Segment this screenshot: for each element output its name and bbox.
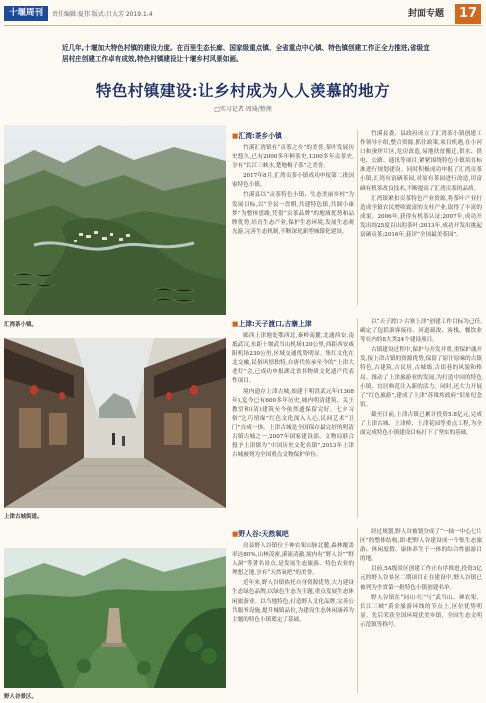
byline: □实习记者 周琦/整理 — [214, 106, 272, 113]
photo-caption: 野人谷景区。 — [4, 694, 38, 700]
article-paragraph: 经过规划,野人谷被划分成了“一轴一中心七片区”的整体结构,即:把野人谷建设成一个集生态旅游、休闲度假、康体养生于一体的综合性旅游目的地。 — [360, 529, 482, 563]
photo-caption: 汇湾茶小镇。 — [4, 322, 38, 328]
editor-line: 责任编辑:夏伟 版式:吕大芳 2019.1.4 — [52, 11, 153, 18]
page-number: 17 — [455, 4, 481, 24]
article-paragraph: 房县野人谷镇位于神农架山脉北麓,森林覆盖率达80%,山林茂密,溪流清澈,境内有“野人谷”“野人洞”等著名景点,是发展生态旅游、特色农业的理想之地,享有“天然氧吧”的美誉。 — [232, 543, 354, 577]
article-paragraph: 竹溪县委、县政府成立了汇湾茶小镇创建工作领导小组,整合资源,抓住政策,项目机遇,在小河口和蚕坪片区,危房改造,易地扶贫搬迁,供水、供电、公路、通讯等项目,紧紧围绕特色小镇培育标准进行规划建设。同时积极成功申报了汇湾贡茶小镇,汇湾有富硒茶园,对原有茶园进行改造,用富硒有机茶改良技术,不断提高了汇湾贡茶的品质。 — [360, 131, 482, 192]
photo-huiwan-tea-town — [4, 125, 226, 315]
article-paragraph: 野人谷镇在“同山·红”与“武当山、神农架、长江三峡”黄金旅游环线的节点上,区位优势明显。先后荣获全国环境优美乡镇、全国生态文明示范镇等称号。 — [360, 594, 482, 628]
section-title-huiwan: ■汇湾:茶乡小镇 — [232, 132, 282, 140]
masthead-logo: 十堰周刊 — [4, 6, 48, 21]
header-divider — [4, 25, 482, 26]
column-divider — [357, 318, 358, 518]
article-paragraph: 竹溪县以“贡茶特色小镇、生态美丽乡村”为发展目标,以“全县一盘棋,共建特色镇,共圆小康梦”为整体思路,凭借“贡茶品牌”的地域优势和品牌优势,培育生态产业,保护生态环境,发展生态观光游,完善生态机制,不断深化新型城镇化建设。 — [232, 192, 354, 235]
page-title: 特色村镇建设:让乡村成为人人羡慕的地方 — [95, 81, 391, 100]
article-paragraph: 郧西上津地处鄂西北,秦岭南麓,北通西安,南抵武汉,东距十堰武当山机场120公里,西距西安咸阳机场230公里,区域交通优势明显。集红文化在北交融,民俗风情独特,自唐代传承至今的“上津大老灯”会,已成功申报湖北省非物质文化遗产代表性项目。 — [232, 333, 354, 385]
column-divider — [357, 528, 358, 693]
section-title-shangjin: ■上津:天子渡口,古寨上津 — [232, 320, 312, 328]
article-paragraph: 境内遗存上津古城,始建于明洪武元年(1368年),迄今已有600多年历史,城内明清建筑、关王教堂和(清)建筑至今依然遗保留完好。七夕习俗“乞巧情缘”红色文化深入人心,民间艺术“卫门”自成一体。上津古城是全国保存最完好的明清古镇古城之一,2007年国家建设部、文物局联合授予上津镇为“中国历史文化名镇”,2013年上津古城被列为全国重点文物保护单位。 — [232, 388, 354, 459]
photo-caption: 上津古城街道。 — [4, 514, 43, 520]
article-paragraph: 汇湾镇紧扣贡茶特色产业资源,将茶叶产业打造成全镇农民增收致富的支柱产业,取得了丰富的成果。2006年,获得有机茶认证;2007年,成功开发出纯25度以出的茶叶;2013年,成功开发出挑起富硒贡茶;2016年,获评“全国最美茶园”。 — [360, 195, 482, 239]
section-title-yerengu: ■野人谷:天然氧吧 — [232, 530, 289, 538]
article-paragraph: 截至目前,上津古镇已累计投资5.8亿元,完成了上津古城、上津桥、上津花园等重点工程,为全面完成特色小镇建设目标打下了坚实的基础。 — [360, 411, 482, 437]
column-divider — [357, 130, 358, 305]
section-huiwan-cont — [360, 130, 482, 241]
article-paragraph: 近年来,野人谷镇依托自身资源优势,大力建设生态绿色品牌,以绿色生态为主题,重点发展生态休闲旅游业。以当地特色,打造野人文化品牌,完善公共服务设施,提升城镇品位,为建设生态休闲康养为主题的特色小镇奠定了基础。 — [232, 580, 354, 623]
section-yerengu-cont — [360, 528, 482, 631]
article-paragraph: 2017年8月,汇湾贡茶小镇成功申报第二批国家特色小镇。 — [232, 173, 354, 189]
section-name: 封面专题 — [407, 9, 444, 19]
photo-yerengu-valley — [4, 548, 226, 688]
section-shangjin — [232, 318, 354, 461]
article-paragraph: 古镇建设过程中,保护与开发并重,重保护魂开发,接上津古镇的资源优势,保留了原汁原味的古镇特色,古建筑,古民居,古城墙,古街巷的风貌和格局。推动了上津旅游业的发展,为打造中国的特色小镇、宜居典范注入新的活力。同时,还大力开展了“红色旅游”,建成了上津“苏维埃政府”旧址纪念馆。 — [360, 347, 482, 408]
article-paragraph: 目前,5A级景区创建工作正有序推进,投资3亿元的野人谷景区二期项目正在建设中,野人谷镇已被列为全省第一批特色小镇创建名单。 — [360, 566, 482, 591]
article-paragraph: 竹溪汇湾镇有“贡茶之乡”的美誉,茶叶发展历史悠久,已有2000多年种茶史,1300多年贡茶史,享有“长江三峡水,楚地梅子茶”之美誉。 — [232, 145, 354, 170]
photo-shangjin-street — [4, 338, 226, 508]
section-yerengu — [232, 528, 354, 626]
page-header — [0, 0, 486, 26]
article-paragraph: 以“天子渡口·古寨上津”创建工作目标为己任,确定了包括游客接待、河道疏浚、客栈、餐饮业等在内的8大类24个建设项目。 — [360, 319, 482, 344]
section-shangjin-cont — [360, 318, 482, 439]
section-huiwan — [232, 130, 354, 238]
intro-paragraph: 近几年,十堰加大特色村镇的建设力度。在百里生态长廊、国家级重点镇、全省重点中心镇、特色镇创建工作正全力推进,省级宜居村庄创建工作卓有成效,特色村镇建设让十堰乡村风景如画。 — [62, 44, 430, 63]
